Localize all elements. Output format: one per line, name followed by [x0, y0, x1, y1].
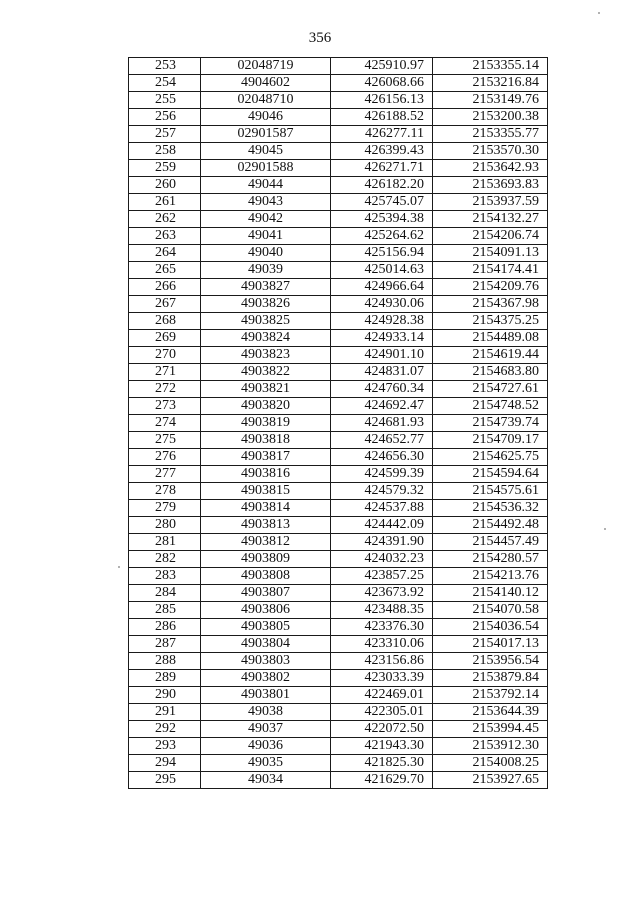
point-id-cell: 4903823 [201, 347, 331, 364]
y-coordinate-cell: 2154683.80 [433, 364, 548, 381]
table-row [129, 364, 548, 381]
x-coordinate-cell: 424930.06 [331, 296, 433, 313]
table-row [129, 296, 548, 313]
row-number-cell: 259 [129, 160, 201, 177]
x-coordinate-cell: 424537.88 [331, 500, 433, 517]
y-coordinate-cell: 2154017.13 [433, 636, 548, 653]
row-number-cell: 256 [129, 109, 201, 126]
y-coordinate-cell: 2153644.39 [433, 704, 548, 721]
row-number-cell: 262 [129, 211, 201, 228]
x-coordinate-cell: 426399.43 [331, 143, 433, 160]
x-coordinate-cell: 423376.30 [331, 619, 433, 636]
point-id-cell: 4903801 [201, 687, 331, 704]
row-number-cell: 289 [129, 670, 201, 687]
point-id-cell: 4903817 [201, 449, 331, 466]
x-coordinate-cell: 426277.11 [331, 126, 433, 143]
table-row [129, 109, 548, 126]
row-number-cell: 281 [129, 534, 201, 551]
y-coordinate-cell: 2154213.76 [433, 568, 548, 585]
point-id-cell: 49037 [201, 721, 331, 738]
row-number-cell: 286 [129, 619, 201, 636]
x-coordinate-cell: 424901.10 [331, 347, 433, 364]
x-coordinate-cell: 425156.94 [331, 245, 433, 262]
table-row [129, 75, 548, 92]
x-coordinate-cell: 421943.30 [331, 738, 433, 755]
point-id-cell: 4903813 [201, 517, 331, 534]
point-id-cell: 49041 [201, 228, 331, 245]
table-row [129, 330, 548, 347]
point-id-cell: 02901587 [201, 126, 331, 143]
row-number-cell: 271 [129, 364, 201, 381]
table-row [129, 636, 548, 653]
table-row [129, 143, 548, 160]
row-number-cell: 266 [129, 279, 201, 296]
row-number-cell: 285 [129, 602, 201, 619]
x-coordinate-cell: 425264.62 [331, 228, 433, 245]
x-coordinate-cell: 423310.06 [331, 636, 433, 653]
point-id-cell: 4903826 [201, 296, 331, 313]
table-row [129, 755, 548, 772]
point-id-cell: 4903805 [201, 619, 331, 636]
table-row [129, 381, 548, 398]
table-row [129, 347, 548, 364]
y-coordinate-cell: 2154140.12 [433, 585, 548, 602]
y-coordinate-cell: 2153200.38 [433, 109, 548, 126]
point-id-cell: 4903824 [201, 330, 331, 347]
table-row [129, 517, 548, 534]
x-coordinate-cell: 423673.92 [331, 585, 433, 602]
x-coordinate-cell: 424681.93 [331, 415, 433, 432]
y-coordinate-cell: 2153994.45 [433, 721, 548, 738]
table-row [129, 160, 548, 177]
x-coordinate-cell: 425745.07 [331, 194, 433, 211]
row-number-cell: 290 [129, 687, 201, 704]
row-number-cell: 292 [129, 721, 201, 738]
point-id-cell: 49038 [201, 704, 331, 721]
point-id-cell: 4903802 [201, 670, 331, 687]
x-coordinate-cell: 424652.77 [331, 432, 433, 449]
x-coordinate-cell: 424599.39 [331, 466, 433, 483]
y-coordinate-cell: 2154008.25 [433, 755, 548, 772]
row-number-cell: 278 [129, 483, 201, 500]
point-id-cell: 4903807 [201, 585, 331, 602]
point-id-cell: 49042 [201, 211, 331, 228]
row-number-cell: 254 [129, 75, 201, 92]
scan-speck [598, 12, 600, 14]
row-number-cell: 275 [129, 432, 201, 449]
y-coordinate-cell: 2154280.57 [433, 551, 548, 568]
point-id-cell: 49035 [201, 755, 331, 772]
x-coordinate-cell: 424966.64 [331, 279, 433, 296]
row-number-cell: 294 [129, 755, 201, 772]
x-coordinate-cell: 421825.30 [331, 755, 433, 772]
y-coordinate-cell: 2154575.61 [433, 483, 548, 500]
point-id-cell: 49034 [201, 772, 331, 789]
y-coordinate-cell: 2153693.83 [433, 177, 548, 194]
row-number-cell: 291 [129, 704, 201, 721]
row-number-cell: 277 [129, 466, 201, 483]
row-number-cell: 280 [129, 517, 201, 534]
x-coordinate-cell: 422469.01 [331, 687, 433, 704]
row-number-cell: 279 [129, 500, 201, 517]
y-coordinate-cell: 2154536.32 [433, 500, 548, 517]
y-coordinate-cell: 2154070.58 [433, 602, 548, 619]
x-coordinate-cell: 426271.71 [331, 160, 433, 177]
y-coordinate-cell: 2154625.75 [433, 449, 548, 466]
table-row [129, 585, 548, 602]
scan-speck [604, 528, 606, 530]
table-row [129, 619, 548, 636]
y-coordinate-cell: 2154209.76 [433, 279, 548, 296]
coordinates-table [128, 57, 548, 789]
y-coordinate-cell: 2154619.44 [433, 347, 548, 364]
table-row [129, 687, 548, 704]
table-row [129, 228, 548, 245]
point-id-cell: 4903816 [201, 466, 331, 483]
point-id-cell: 02901588 [201, 160, 331, 177]
point-id-cell: 49036 [201, 738, 331, 755]
x-coordinate-cell: 424391.90 [331, 534, 433, 551]
y-coordinate-cell: 2153149.76 [433, 92, 548, 109]
y-coordinate-cell: 2154375.25 [433, 313, 548, 330]
x-coordinate-cell: 424579.32 [331, 483, 433, 500]
y-coordinate-cell: 2154727.61 [433, 381, 548, 398]
y-coordinate-cell: 2153570.30 [433, 143, 548, 160]
table-row [129, 500, 548, 517]
row-number-cell: 288 [129, 653, 201, 670]
row-number-cell: 260 [129, 177, 201, 194]
x-coordinate-cell: 425910.97 [331, 58, 433, 75]
point-id-cell: 49046 [201, 109, 331, 126]
table-row [129, 58, 548, 75]
point-id-cell: 4903819 [201, 415, 331, 432]
table-row [129, 194, 548, 211]
table-row [129, 432, 548, 449]
table-row [129, 483, 548, 500]
row-number-cell: 270 [129, 347, 201, 364]
table-body [129, 58, 548, 789]
table-row [129, 398, 548, 415]
table-row [129, 415, 548, 432]
y-coordinate-cell: 2154457.49 [433, 534, 548, 551]
y-coordinate-cell: 2153792.14 [433, 687, 548, 704]
x-coordinate-cell: 425394.38 [331, 211, 433, 228]
y-coordinate-cell: 2153937.59 [433, 194, 548, 211]
x-coordinate-cell: 424933.14 [331, 330, 433, 347]
table-row [129, 534, 548, 551]
x-coordinate-cell: 422072.50 [331, 721, 433, 738]
point-id-cell: 4903822 [201, 364, 331, 381]
x-coordinate-cell: 424032.23 [331, 551, 433, 568]
y-coordinate-cell: 2153355.14 [433, 58, 548, 75]
row-number-cell: 293 [129, 738, 201, 755]
y-coordinate-cell: 2154091.13 [433, 245, 548, 262]
table-row [129, 211, 548, 228]
x-coordinate-cell: 426188.52 [331, 109, 433, 126]
point-id-cell: 4903812 [201, 534, 331, 551]
x-coordinate-cell: 424928.38 [331, 313, 433, 330]
y-coordinate-cell: 2154748.52 [433, 398, 548, 415]
point-id-cell: 4903821 [201, 381, 331, 398]
y-coordinate-cell: 2154489.08 [433, 330, 548, 347]
x-coordinate-cell: 423857.25 [331, 568, 433, 585]
table-row [129, 449, 548, 466]
row-number-cell: 284 [129, 585, 201, 602]
point-id-cell: 4904602 [201, 75, 331, 92]
table-row [129, 602, 548, 619]
point-id-cell: 4903827 [201, 279, 331, 296]
point-id-cell: 02048719 [201, 58, 331, 75]
row-number-cell: 273 [129, 398, 201, 415]
point-id-cell: 4903825 [201, 313, 331, 330]
point-id-cell: 49045 [201, 143, 331, 160]
point-id-cell: 4903808 [201, 568, 331, 585]
point-id-cell: 4903815 [201, 483, 331, 500]
row-number-cell: 269 [129, 330, 201, 347]
row-number-cell: 282 [129, 551, 201, 568]
row-number-cell: 261 [129, 194, 201, 211]
x-coordinate-cell: 426182.20 [331, 177, 433, 194]
table-row [129, 177, 548, 194]
row-number-cell: 265 [129, 262, 201, 279]
y-coordinate-cell: 2154206.74 [433, 228, 548, 245]
row-number-cell: 258 [129, 143, 201, 160]
row-number-cell: 272 [129, 381, 201, 398]
point-id-cell: 4903806 [201, 602, 331, 619]
x-coordinate-cell: 423033.39 [331, 670, 433, 687]
table-row [129, 568, 548, 585]
y-coordinate-cell: 2153912.30 [433, 738, 548, 755]
x-coordinate-cell: 426156.13 [331, 92, 433, 109]
point-id-cell: 49043 [201, 194, 331, 211]
row-number-cell: 253 [129, 58, 201, 75]
row-number-cell: 257 [129, 126, 201, 143]
row-number-cell: 274 [129, 415, 201, 432]
row-number-cell: 287 [129, 636, 201, 653]
x-coordinate-cell: 425014.63 [331, 262, 433, 279]
y-coordinate-cell: 2154709.17 [433, 432, 548, 449]
y-coordinate-cell: 2153355.77 [433, 126, 548, 143]
y-coordinate-cell: 2154367.98 [433, 296, 548, 313]
table-row [129, 279, 548, 296]
scan-speck [118, 566, 120, 568]
point-id-cell: 4903814 [201, 500, 331, 517]
page-number: 356 [308, 30, 332, 46]
table-row [129, 245, 548, 262]
table-row [129, 313, 548, 330]
x-coordinate-cell: 424442.09 [331, 517, 433, 534]
point-id-cell: 4903818 [201, 432, 331, 449]
row-number-cell: 276 [129, 449, 201, 466]
point-id-cell: 49040 [201, 245, 331, 262]
point-id-cell: 4903804 [201, 636, 331, 653]
table-row [129, 738, 548, 755]
x-coordinate-cell: 424692.47 [331, 398, 433, 415]
table-row [129, 772, 548, 789]
x-coordinate-cell: 424656.30 [331, 449, 433, 466]
y-coordinate-cell: 2153956.54 [433, 653, 548, 670]
row-number-cell: 264 [129, 245, 201, 262]
row-number-cell: 268 [129, 313, 201, 330]
x-coordinate-cell: 423488.35 [331, 602, 433, 619]
y-coordinate-cell: 2154036.54 [433, 619, 548, 636]
point-id-cell: 49044 [201, 177, 331, 194]
table-row [129, 466, 548, 483]
table-row [129, 551, 548, 568]
row-number-cell: 267 [129, 296, 201, 313]
y-coordinate-cell: 2154739.74 [433, 415, 548, 432]
y-coordinate-cell: 2154492.48 [433, 517, 548, 534]
table-row [129, 653, 548, 670]
point-id-cell: 02048710 [201, 92, 331, 109]
table-row [129, 262, 548, 279]
y-coordinate-cell: 2154174.41 [433, 262, 548, 279]
table-row [129, 721, 548, 738]
y-coordinate-cell: 2154132.27 [433, 211, 548, 228]
x-coordinate-cell: 424831.07 [331, 364, 433, 381]
table-row [129, 92, 548, 109]
x-coordinate-cell: 424760.34 [331, 381, 433, 398]
point-id-cell: 4903803 [201, 653, 331, 670]
y-coordinate-cell: 2153642.93 [433, 160, 548, 177]
x-coordinate-cell: 426068.66 [331, 75, 433, 92]
table-row [129, 704, 548, 721]
y-coordinate-cell: 2153927.65 [433, 772, 548, 789]
y-coordinate-cell: 2153879.84 [433, 670, 548, 687]
row-number-cell: 283 [129, 568, 201, 585]
point-id-cell: 4903820 [201, 398, 331, 415]
point-id-cell: 4903809 [201, 551, 331, 568]
row-number-cell: 263 [129, 228, 201, 245]
point-id-cell: 49039 [201, 262, 331, 279]
x-coordinate-cell: 423156.86 [331, 653, 433, 670]
y-coordinate-cell: 2153216.84 [433, 75, 548, 92]
x-coordinate-cell: 421629.70 [331, 772, 433, 789]
y-coordinate-cell: 2154594.64 [433, 466, 548, 483]
table-row [129, 670, 548, 687]
x-coordinate-cell: 422305.01 [331, 704, 433, 721]
row-number-cell: 295 [129, 772, 201, 789]
row-number-cell: 255 [129, 92, 201, 109]
table-row [129, 126, 548, 143]
